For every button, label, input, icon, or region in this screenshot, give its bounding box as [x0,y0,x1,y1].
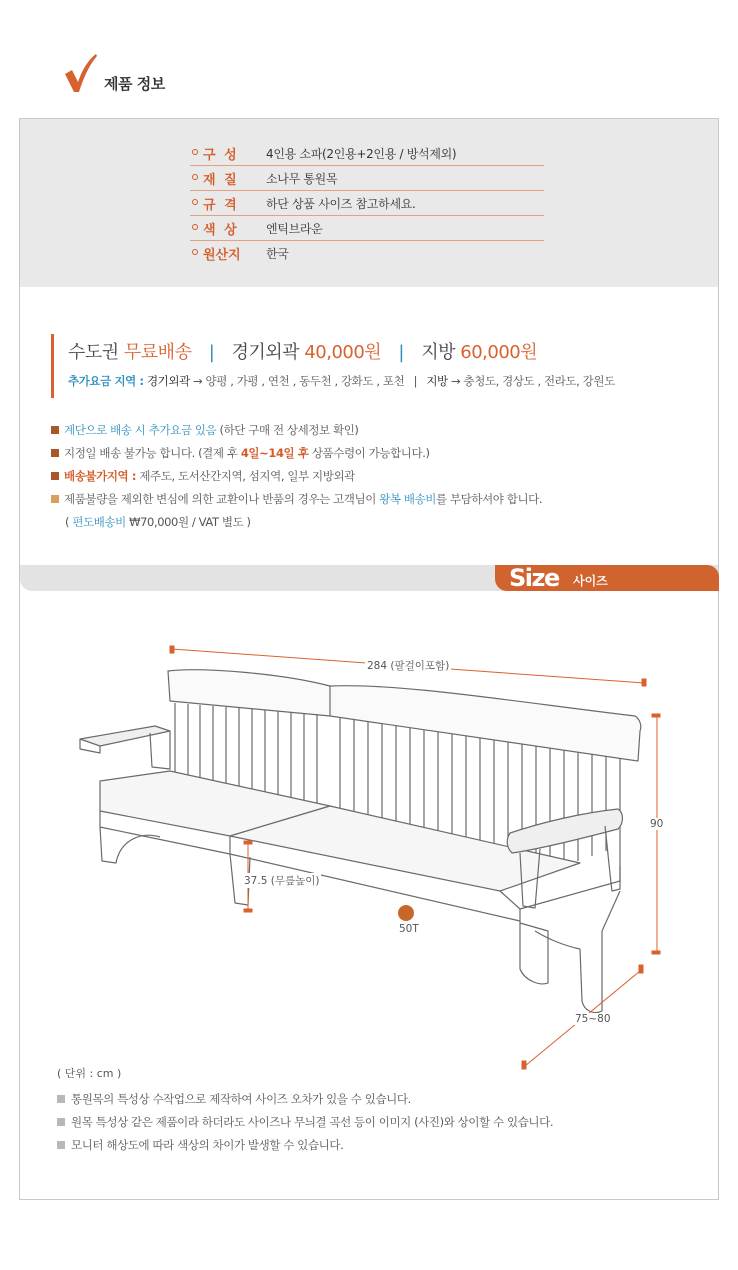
spec-row-size [190,191,544,216]
divider: | [208,342,215,363]
note-text: 를 부담하셔야 합니다. [436,492,543,506]
note-highlight: 왕복 배송비 [379,492,436,506]
note-date [51,445,691,468]
region-area: 지방 [421,342,456,363]
gyeonggi-fee: 40,000원 [304,342,382,363]
bullet-square-icon [57,1118,65,1126]
unit-label: ( 단위 : cm ) [57,1067,122,1080]
extra-gyeonggi: 경기외곽 [146,374,190,388]
bullet-icon [192,149,198,155]
sofa-size-diagram [20,591,718,1071]
spec-row-origin [190,241,544,266]
extra-region-list: → 충청도, 경상도 , 전라도, 강원도 [447,374,615,388]
extra-region: 지방 [426,374,448,388]
note-oneway-fee [51,514,691,537]
bullet-icon [192,174,198,180]
thickness-marker [398,905,414,921]
divider: | [413,374,418,388]
product-info-panel [19,118,719,1200]
spec-label: 색 상 [203,223,239,238]
spec-label: 원산지 [203,248,241,263]
width-label: 284 (팔걸이포함) [367,660,450,672]
note-highlight: 계단으로 배송 시 추가요금 있음 [64,423,217,437]
note-text: ( [65,515,73,529]
spec-row-material [190,166,544,191]
height-label: 90 [650,818,664,830]
capital-area: 수도권 [68,342,119,363]
footnote [57,1114,697,1137]
bullet-square-icon [51,426,59,434]
bullet-square-icon [57,1141,65,1149]
note-text: (하단 구매 전 상세정보 확인) [216,423,359,437]
note-text: 지정일 배송 불가능 합니다. (결제 후 [64,446,241,460]
depth-label: 75~80 [575,1013,611,1025]
note-text: 제주도, 도서산간지역, 섬지역, 일부 지방외곽 [136,469,355,483]
capital-fee: 무료배송 [123,342,192,363]
size-subtitle: 사이즈 [573,574,608,588]
bullet-square-icon [51,495,59,503]
note-unavailable [51,468,691,491]
spec-row-color [190,216,544,241]
checkmark-icon [62,52,98,92]
delivery-notes [51,422,691,537]
gyeonggi-area: 경기외곽 [231,342,300,363]
section-heading [62,50,262,94]
bullet-icon [192,224,198,230]
note-stairs [51,422,691,445]
footnote [57,1137,697,1160]
shipping-fees [68,338,537,364]
bullet-square-icon [51,472,59,480]
extra-fee-label: 추가요금 지역 : [68,374,144,388]
divider: | [398,342,404,363]
spec-value: 하단 상품 사이즈 참고하세요. [266,197,416,211]
spec-value: 엔틱브라운 [266,222,323,236]
size-title: Size [509,564,559,592]
footnote-text: 원목 특성상 같은 제품이라 하더라도 사이즈나 무늬결 곡선 등이 이미지 (사진)와 상이할 수 있습니다. [71,1115,554,1129]
spec-value: 소나무 통원목 [266,172,338,186]
bullet-icon [192,249,198,255]
note-text: ₩70,000원 / VAT 별도 ) [125,515,251,529]
spec-value: 한국 [266,247,289,261]
size-section-tab [495,565,719,591]
spec-row-composition [190,141,544,166]
footnote-text: 통원목의 특성상 수작업으로 제작하여 사이즈 오차가 있을 수 있습니다. [71,1092,411,1106]
note-highlight: 편도배송비 [72,515,126,529]
note-text: 제품불량을 제외한 변심에 의한 교환이나 반품의 경우는 고객님이 [64,492,380,506]
bullet-square-icon [51,449,59,457]
spec-label: 구 성 [203,148,239,163]
extra-fee-areas [68,373,615,389]
spec-label: 재 질 [203,173,239,188]
note-highlight: 4일~14일 후 [240,446,309,460]
spec-label: 규 격 [203,198,239,213]
note-return [51,491,691,514]
note-text: 상품수령이 가능합니다.) [308,446,430,460]
spec-value: 4인용 소파(2인용+2인용 / 방석제외) [266,147,457,161]
shipping-info [51,334,691,398]
thickness-label: 50T [399,923,419,935]
footnote [57,1091,697,1114]
seat-height-label: 37.5 (무릎높이) [244,875,320,887]
bullet-square-icon [57,1095,65,1103]
spec-box [20,119,718,287]
size-footnotes [57,1065,697,1160]
footnote-text: 모니터 해상도에 따라 색상의 차이가 발생할 수 있습니다. [71,1138,344,1152]
bullet-icon [192,199,198,205]
extra-gyeonggi-list: → 양평 , 가평 , 연천 , 동두천 , 강화도 , 포천 [189,374,405,388]
region-fee: 60,000원 [460,342,538,363]
section-title: 제품 정보 [104,75,165,93]
note-highlight: 배송불가지역 : [64,469,137,483]
